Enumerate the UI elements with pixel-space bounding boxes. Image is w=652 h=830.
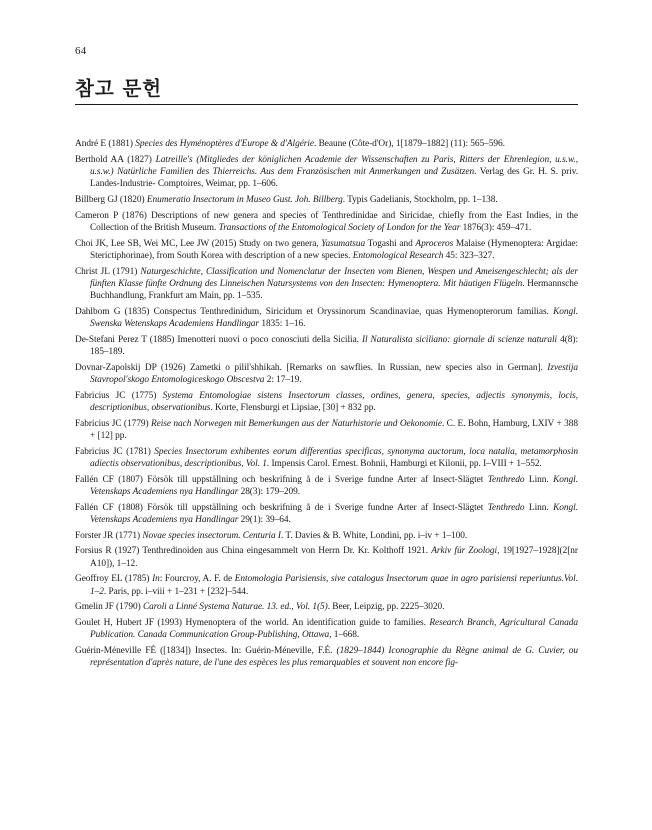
reference-text: . Typis Gadelianis, Stockholm, pp. 1–138.	[342, 194, 498, 205]
reference-entry	[75, 266, 578, 303]
reference-text: 45: 323–327.	[443, 250, 495, 261]
reference-entry	[75, 306, 578, 331]
reference-italic-text: Species Insectorum exhibentes eorum differentias specificas, synonyma auctorum, loca natalia, metamorphosin adiectis observationibus, descriptionibus, Vol. 1	[90, 446, 578, 470]
reference-text: Malaise (Hymenoptera: Argidae: Sterictiphorinae), from South Korea with description of a new species.	[90, 238, 578, 261]
reference-italic-text: Tenthredo	[487, 502, 525, 513]
reference-entry	[75, 645, 578, 670]
reference-italic-text: Kongl. Swenska Wetenskaps Academiens Handlingar	[90, 306, 578, 330]
reference-italic-text: Tenthredo	[487, 474, 525, 485]
reference-italic-text: Species des Hyménoptères d'Europe & d'Algérie	[135, 139, 315, 149]
reference-italic-text: Novae species insectorum. Centuria I	[142, 530, 281, 541]
reference-text: Linn.	[524, 502, 554, 513]
reference-italic-text: Aproceros	[415, 238, 454, 249]
reference-entry	[75, 138, 578, 150]
reference-text: Linn.	[524, 474, 554, 485]
reference-text: . Korte, Flensburgi et Lipsiae, [30] + 832 pp.	[210, 403, 376, 414]
reference-text: . Beer, Leipzig, pp. 2225–3020.	[327, 602, 445, 613]
reference-italic-text: Reise nach Norwegen mit Bemerkungen aus der Naturhistorie und Oekonomie	[150, 418, 442, 429]
reference-entry	[75, 238, 578, 263]
reference-text: . C. E. Bohn, Hamburg, LXIV + 388 + [12] pp.	[90, 418, 579, 442]
reference-text: Guérin-Méneville FÉ ([1834]) Insectes. In: Guérin-Méneville, F.É.	[75, 646, 337, 657]
reference-entry	[75, 194, 578, 206]
reference-italic-text: Latreille's (Mitgliedes der königlichen Academie der Wissenschaften zu Paris, Ritters der Ehrenlegion, u.s.w., u.s.w.) Natürliche Familien des Thierreichs. Aus dem Französischen mit Anmerkungen und Zusätzen	[90, 154, 578, 177]
reference-text: Fabricius JC (1775)	[75, 390, 163, 401]
reference-italic-text: (1829–1844) Iconographie du Règne animal de G. Cuvier, ou représentation d'après nature, de l'une des espèces les plus remarquables et souvent non encore fig-	[90, 646, 578, 669]
page-number: 64	[75, 45, 87, 57]
reference-text: 4(8): 185–189.	[90, 334, 578, 358]
reference-text: 1835: 1–16.	[259, 319, 306, 330]
reference-text: 2: 17–19.	[264, 375, 302, 386]
reference-italic-text: Entomological Research	[352, 250, 444, 261]
reference-entry	[75, 502, 578, 527]
reference-entry	[75, 334, 578, 359]
reference-italic-text: Enumeratio Insectorum in Museo Gust. Joh. Billberg	[146, 194, 343, 205]
reference-italic-text: Transactions of the Entomological Society of London for the Year	[218, 222, 461, 233]
reference-text: Fabricius JC (1781)	[75, 446, 155, 457]
page-title: 참고 문헌	[75, 76, 578, 105]
reference-entry	[75, 474, 578, 499]
reference-entry	[75, 545, 578, 570]
reference-entry	[75, 530, 578, 542]
reference-text: Fabricius JC (1779)	[75, 418, 151, 429]
reference-text: . Hermannsche Buchhandlung, Frankfurt am Main, pp. 1–535.	[90, 278, 579, 302]
reference-italic-text: Kongl. Vetenskaps Academiens nya Handlingar	[90, 502, 578, 526]
reference-text: . T. Davies & B. White, Londini, pp. i–iv + 1–100.	[280, 530, 468, 541]
reference-italic-text: Entomologia Parisiensis, sive catalogus Insectorum quae in agro parisiensi reperiuntus.Vol. 1–2	[90, 574, 578, 597]
reference-italic-text: Research Branch, Agricultural Canada Publication. Canada Communication Group-Publishing, Ottawa	[90, 618, 579, 641]
reference-text: 28(3): 179–209.	[238, 487, 301, 498]
reference-text: 29(1): 39–64.	[238, 515, 291, 526]
reference-text: . Paris, pp. i–viii + 1–231 + [232]–544.	[103, 586, 249, 597]
reference-entry	[75, 362, 578, 387]
reference-italic-text: In	[152, 574, 160, 585]
reference-text: Forster JR (1771)	[75, 530, 143, 541]
reference-text: Geoffroy EL (1785)	[75, 574, 153, 585]
reference-entry	[75, 418, 578, 443]
reference-text: . Impensis Carol. Ernest. Bohnii, Hamburgi et Kilonii, pp. I–VIII + 1–552.	[266, 459, 542, 470]
reference-text: Dahlbom G (1835) Conspectus Tenthredinidum, Siricidum et Oryssinorum Scandinaviae, quas Hymenopterorum familias.	[75, 306, 554, 317]
reference-entry	[75, 154, 578, 191]
reference-entry	[75, 210, 578, 235]
reference-italic-text: Izvestija Stavropol'skogo Entomologiceskogo Obscestva	[90, 362, 578, 386]
reference-entry	[75, 446, 578, 471]
reference-list	[75, 138, 578, 673]
reference-text: : Fourcroy, A. F. de	[159, 574, 235, 585]
reference-text: Fallén CF (1807) Försök till uppställning och beskrifning å de i Sverige fundne Arter af Insect-Slägtet	[75, 474, 488, 485]
reference-text: , 1–668.	[329, 630, 360, 641]
reference-text: . Verlag des Gr. H. S. priv. Landes-Industrie- Comptoires, Weimar, pp. 1–606.	[90, 166, 578, 190]
reference-text: Choi JK, Lee SB, Wei MC, Lee JW (2015) Study on two genera,	[75, 238, 322, 249]
reference-text: Gmelin JF (1790)	[75, 602, 143, 613]
reference-entry	[75, 390, 578, 415]
reference-text: Cameron P (1876) Descriptions of new genera and species of Tenthredinidae and Siricidae, chiefly from the East Indies, in the Collection of the British Museum.	[75, 210, 578, 233]
reference-entry	[75, 573, 578, 598]
reference-text: 1876(3): 459–471.	[460, 222, 532, 233]
reference-entry	[75, 601, 578, 613]
reference-text: André E (1881)	[75, 139, 136, 149]
reference-italic-text: Kongl. Vetenskaps Academiens nya Handlingar	[90, 474, 578, 498]
reference-italic-text: Arkiv für Zoologi	[431, 546, 498, 557]
reference-text: Togashi and	[365, 238, 416, 249]
reference-italic-text: Naturgeschichte, Classification und Nomenclatur der Insecten vom Bienen, Wespen und Ameisengeschlecht; als der fünften Klasse fünfte Ordnung des Linneischen Natursystems von den Insecten: Hymenoptera. Mit häutigen Flügeln	[90, 266, 578, 289]
reference-text: Fallén CF (1808) Försök till uppställning och beskrifning å de i Sverige fundne Arter af Insect-Slägtet	[75, 502, 488, 513]
reference-text: Billberg GJ (1820)	[75, 194, 147, 205]
reference-entry	[75, 617, 578, 642]
reference-italic-text: Systema Entomologiae sistens Insectorum classes, ordines, genera, species, adjectis synonymis, locis, descriptionibus, observationibus	[90, 390, 578, 414]
reference-text: , 19[1927–1928](2[nr A10]), 1–12.	[90, 546, 578, 569]
reference-text: Forsius R (1927) Tenthredinoiden aus China eingesammelt von Herrn Dr. Kr. Kolthoff 1921.	[75, 546, 432, 557]
reference-text: Dovnar-Zapolskij DP (1926) Zametki o pilil'shhikah. [Remarks on sawflies. In Russian, new species also in German].	[75, 362, 548, 373]
reference-text: Berthold AA (1827)	[75, 154, 156, 165]
reference-italic-text: Yasumatsua	[321, 238, 366, 249]
reference-text: Goulet H, Hubert JF (1993) Hymenoptera of the world. An identification guide to families.	[75, 618, 430, 629]
reference-text: . Beaune (Côte-d'Or), 1[1879–1882] (11): 565–596.	[314, 139, 505, 149]
reference-text: Christ JL (1791)	[75, 266, 141, 277]
reference-italic-text: Caroli a Linné Systema Naturae. 13. ed., Vol. 1(5)	[142, 602, 328, 613]
reference-italic-text: Il Naturalista siciliano: giornale di scienze naturali	[361, 334, 558, 345]
reference-text: De-Stefani Perez T (1885) Imenotteri nuovi o poco conosciuti della Sicilia.	[75, 334, 362, 345]
